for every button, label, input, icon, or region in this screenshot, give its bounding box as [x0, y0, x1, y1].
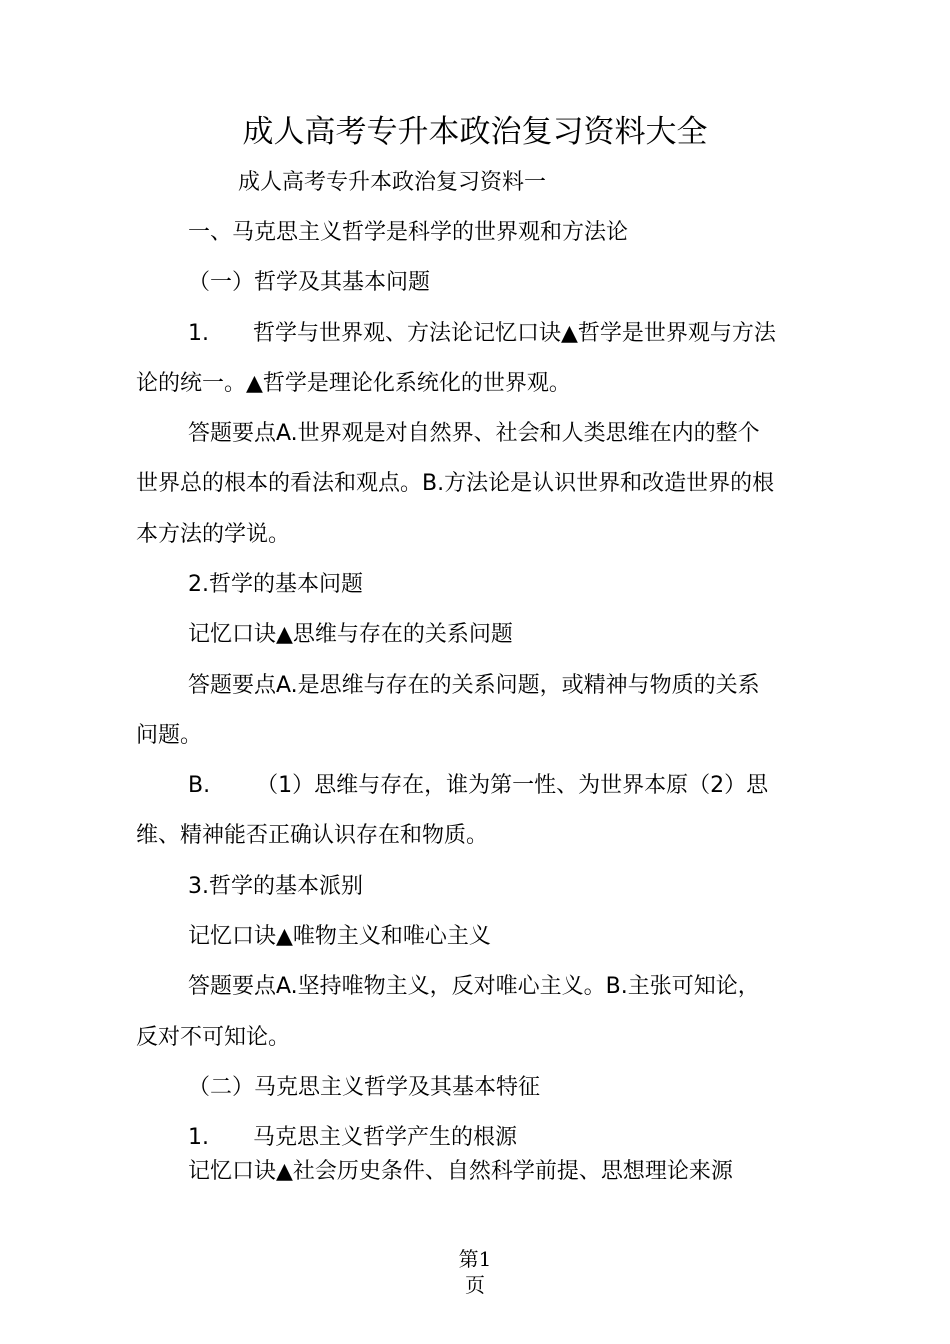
item-3: 3.哲学的基本派别 [188, 874, 363, 899]
answer-3-line-2: 反对不可知论。 [136, 1025, 291, 1050]
answer-1-line-3: 本方法的学说。 [136, 522, 291, 547]
item-4-number: 1. [188, 1125, 209, 1150]
page-number-line-1: 第1 [458, 1247, 492, 1271]
item-1-continuation: 论的统一。▲哲学是理论化系统化的世界观。 [136, 371, 571, 396]
answer-2b-text: （1）思维与存在，谁为第一性、为世界本原（2）思 [256, 773, 769, 798]
mnemonic-2: 记忆口诀▲思维与存在的关系问题 [188, 622, 513, 647]
subsection-heading-2: （二）马克思主义哲学及其基本特征 [188, 1075, 541, 1100]
answer-1-line-2: 世界总的根本的看法和观点。B.方法论是认识世界和改造世界的根 [136, 471, 775, 496]
item-2: 2.哲学的基本问题 [188, 572, 363, 597]
document-subtitle: 成人高考专升本政治复习资料一 [238, 170, 547, 195]
document-title: 成人高考专升本政治复习资料大全 [242, 114, 708, 150]
answer-3-line-1: 答题要点A.坚持唯物主义，反对唯心主义。B.主张可知论， [188, 974, 760, 999]
answer-2-line-2: 问题。 [136, 723, 203, 748]
mnemonic-3: 记忆口诀▲唯物主义和唯心主义 [188, 924, 491, 949]
answer-1-line-1: 答题要点A.世界观是对自然界、社会和人类思维在内的整个 [188, 421, 760, 446]
page-number-line-2: 页 [465, 1273, 485, 1297]
answer-2b [188, 771, 768, 801]
page-number [0, 1246, 950, 1298]
item-4 [188, 1123, 517, 1153]
subsection-heading-1: （一）哲学及其基本问题 [188, 270, 431, 295]
item-1-number: 1. [188, 321, 209, 346]
item-4-text: 马克思主义哲学产生的根源 [253, 1125, 518, 1150]
item-1-text: 哲学与世界观、方法论记忆口诀▲哲学是世界观与方法 [253, 321, 776, 346]
item-1 [188, 319, 776, 349]
answer-2-line-1: 答题要点A.是思维与存在的关系问题，或精神与物质的关系 [188, 673, 760, 698]
answer-2b-label: B. [188, 773, 211, 798]
section-heading-1: 一、马克思主义哲学是科学的世界观和方法论 [188, 220, 629, 245]
answer-2b-continuation: 维、精神能否正确认识存在和物质。 [136, 823, 489, 848]
mnemonic-4: 记忆口诀▲社会历史条件、自然科学前提、思想理论来源 [188, 1159, 733, 1184]
